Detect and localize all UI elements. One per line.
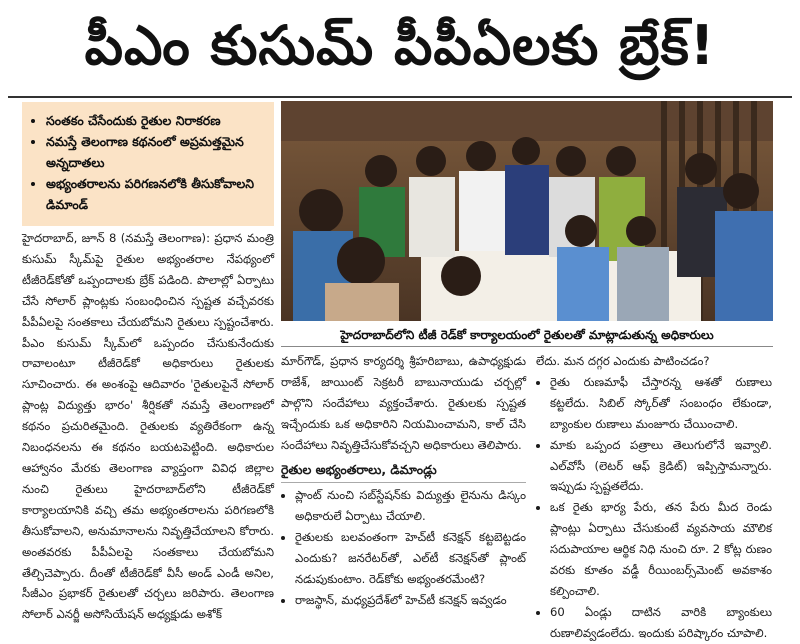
photo-caption: హైదరాబాద్‌లోని టీజీ రెడ్‌కో కార్యాలయంలో రైతులతో మాట్లాడుతున్న అధికారులు (281, 324, 773, 347)
headline: పీఎం కుసుమ్ పీపీఏలకు బ్రేక్! (84, 14, 716, 77)
list-item: • రాజస్థాన్, మధ్యప్రదేశ్‌లో హెచ్‌టీ కనెక్షన్ ఇవ్వడం (295, 590, 526, 611)
list-item: • మాకు ఒప్పంద పత్రాలు తెలుగులోనే ఇవ్వాలి. ఎల్‌వోసీ (లెటర్ ఆఫ్ క్రెడిట్) ఇప్పిస్తామన్నారు. ఇప్పుడు స్పష్టతలేదు. (550, 435, 772, 498)
article-text: మార్‌గౌడ్, ప్రధాన కార్యదర్శి శ్రీహరిబాబు, ఉపాధ్యక్షుడు రాజేశ్, జాయింట్ సెక్రటరీ బాబునాయుడు చర్చల్లో పాల్గొని సందేహాలు వ్యక్తంచేశారు. రైతులకు స్పష్టత ఇచ్చేందుకు ఒక అధికారిని నియమించామని, కాల్ చేసి సందేహాలు నివృత్తిచేసుకోవచ్చని అధికారులు తెలిపారు. (281, 354, 526, 452)
list-item: • ప్లాంట్ నుంచి సబ్‌స్టేషన్‌కు విద్యుత్తు లైనును డిస్కం అధికారులే ఏర్పాటు చేయాలి. (295, 485, 526, 527)
demands-list (281, 485, 526, 610)
highlight-item: • అభ్యంతరాలను పరిగణనలోకి తీసుకోవాలని డిమాండ్ (46, 173, 266, 215)
demands-list-continued (536, 372, 772, 644)
highlights-list (32, 110, 266, 215)
highlight-item: • సంతకం చేసేందుకు రైతుల నిరాకరణ (46, 110, 266, 131)
list-item: • ఒక రైతు భార్య పేరు, తన పేరు మీద రెండు ప్లాంట్లు ఏర్పాటు చేసుకుంటే వ్యవసాయ మౌలిక సదుపాయాల ఆర్థిక నిధి నుంచి రూ. 2 కోట్ల రుణం వరకు కూతం వడ్డీ రీయింబర్స్‌మెంట్ అవకాశం కల్పించాలి. (550, 497, 772, 602)
article-text: లేదు. మన దగ్గర ఎందుకు పాటించడం? (536, 354, 710, 368)
highlights-box (22, 102, 274, 226)
list-item: • రైతులకు బలవంతంగా హెచ్‌టీ కనెక్షన్ కట్టబెట్టడం ఎందుకు? జనరేటర్‌తో, ఎల్‌టీ కనెక్షన్‌తో ప్లాంట్ నడుపుకుంటాం. రెడ్‌కోకు అభ్యంతరమేంటి? (295, 527, 526, 590)
article-text: హైదరాబాద్, జూన్ 8 (నమస్తే తెలంగాణ): ప్రధాన మంత్రి కుసుమ్ స్కీమ్‌పై రైతుల అభ్యంతరాల నేపథ్యంలో టీజీరెడ్‌కోతో ఒప్పందాలకు బ్రేక్ పడింది. పొలాల్లో ఏర్పాటు చేసే సోలార్ ప్లాంట్లకు సంబంధించిన స్పష్టత వచ్చేవరకు పీపీఏలపై సంతకాలు చేయబోమని రైతులు స్పష్టంచేశారు. పీఎం కుసుమ్ స్కీమ్‌లో ఒప్పందం చేసుకునేందుకు రావాలంటూ టీజీరెడ్‌కో అధికారులు రైతులకు సూచించారు. ఈ అంశంపై ఆదివారం 'రైతులపైనే సోలార్ ప్లాంట్ల విద్యుత్తు భారం' శీర్షికతో నమస్తే తెలంగాణలో కథనం ప్రచురితమైంది. రైతులకు వ్యతిరేకంగా ఉన్న నిబంధనలను ఈ కథనం బయటపెట్టింది. అధికారుల ఆహ్వానం మేరకు తెలంగాణ వ్యాప్తంగా వివిధ జిల్లాల నుంచి రైతులు హైదరాబాద్‌లోని టీజీరెడ్‌కో కార్యాలయానికి వచ్చి తమ అభ్యంతరాలను పరిగణలోకి తీసుకోవాలని, అనుమానాలను నివృత్తిచేయాలని కోరారు. అంతవరకు పీపీఏలపై సంతకాలు చేయబోమని తేల్చిచెప్పారు. దీంతో టీజీరెడ్‌కో వీసీ అండ్ ఎండీ అనిల, సీజీఎం ప్రభాకర్ రైతులతో చర్చలు జరిపారు. తెలంగాణ సోలార్ ఎనర్జీ అసోసియేషన్ అధ్యక్షుడు అశోక్ (22, 231, 274, 622)
news-photo (281, 101, 773, 321)
article-column-3 (536, 351, 772, 644)
headline-rule (8, 96, 792, 98)
list-item: • 60 ఏండ్లు దాటిన వారికి బ్యాంకులు రుణాలివ్వడంలేదు. ఇందుకు పరిష్కారం చూపాలి. (550, 602, 772, 644)
list-item: • రైతు రుణమాఫీ చేస్తారన్న ఆశతో రుణాలు కట్టలేదు. సిబిల్ స్కోర్‌తో సంబంధం లేకుండా, బ్యాంకుల రుణాలు మంజూరు చేయించాలి. (550, 372, 772, 435)
highlight-item: • నమస్తే తెలంగాణ కథనంలో అప్రమత్తమైన అన్నదాతలు (46, 131, 266, 173)
subheading: రైతుల అభ్యంతరాలు, డిమాండ్లు (281, 460, 526, 484)
article-column-1 (22, 228, 274, 625)
article-column-2 (281, 351, 526, 611)
